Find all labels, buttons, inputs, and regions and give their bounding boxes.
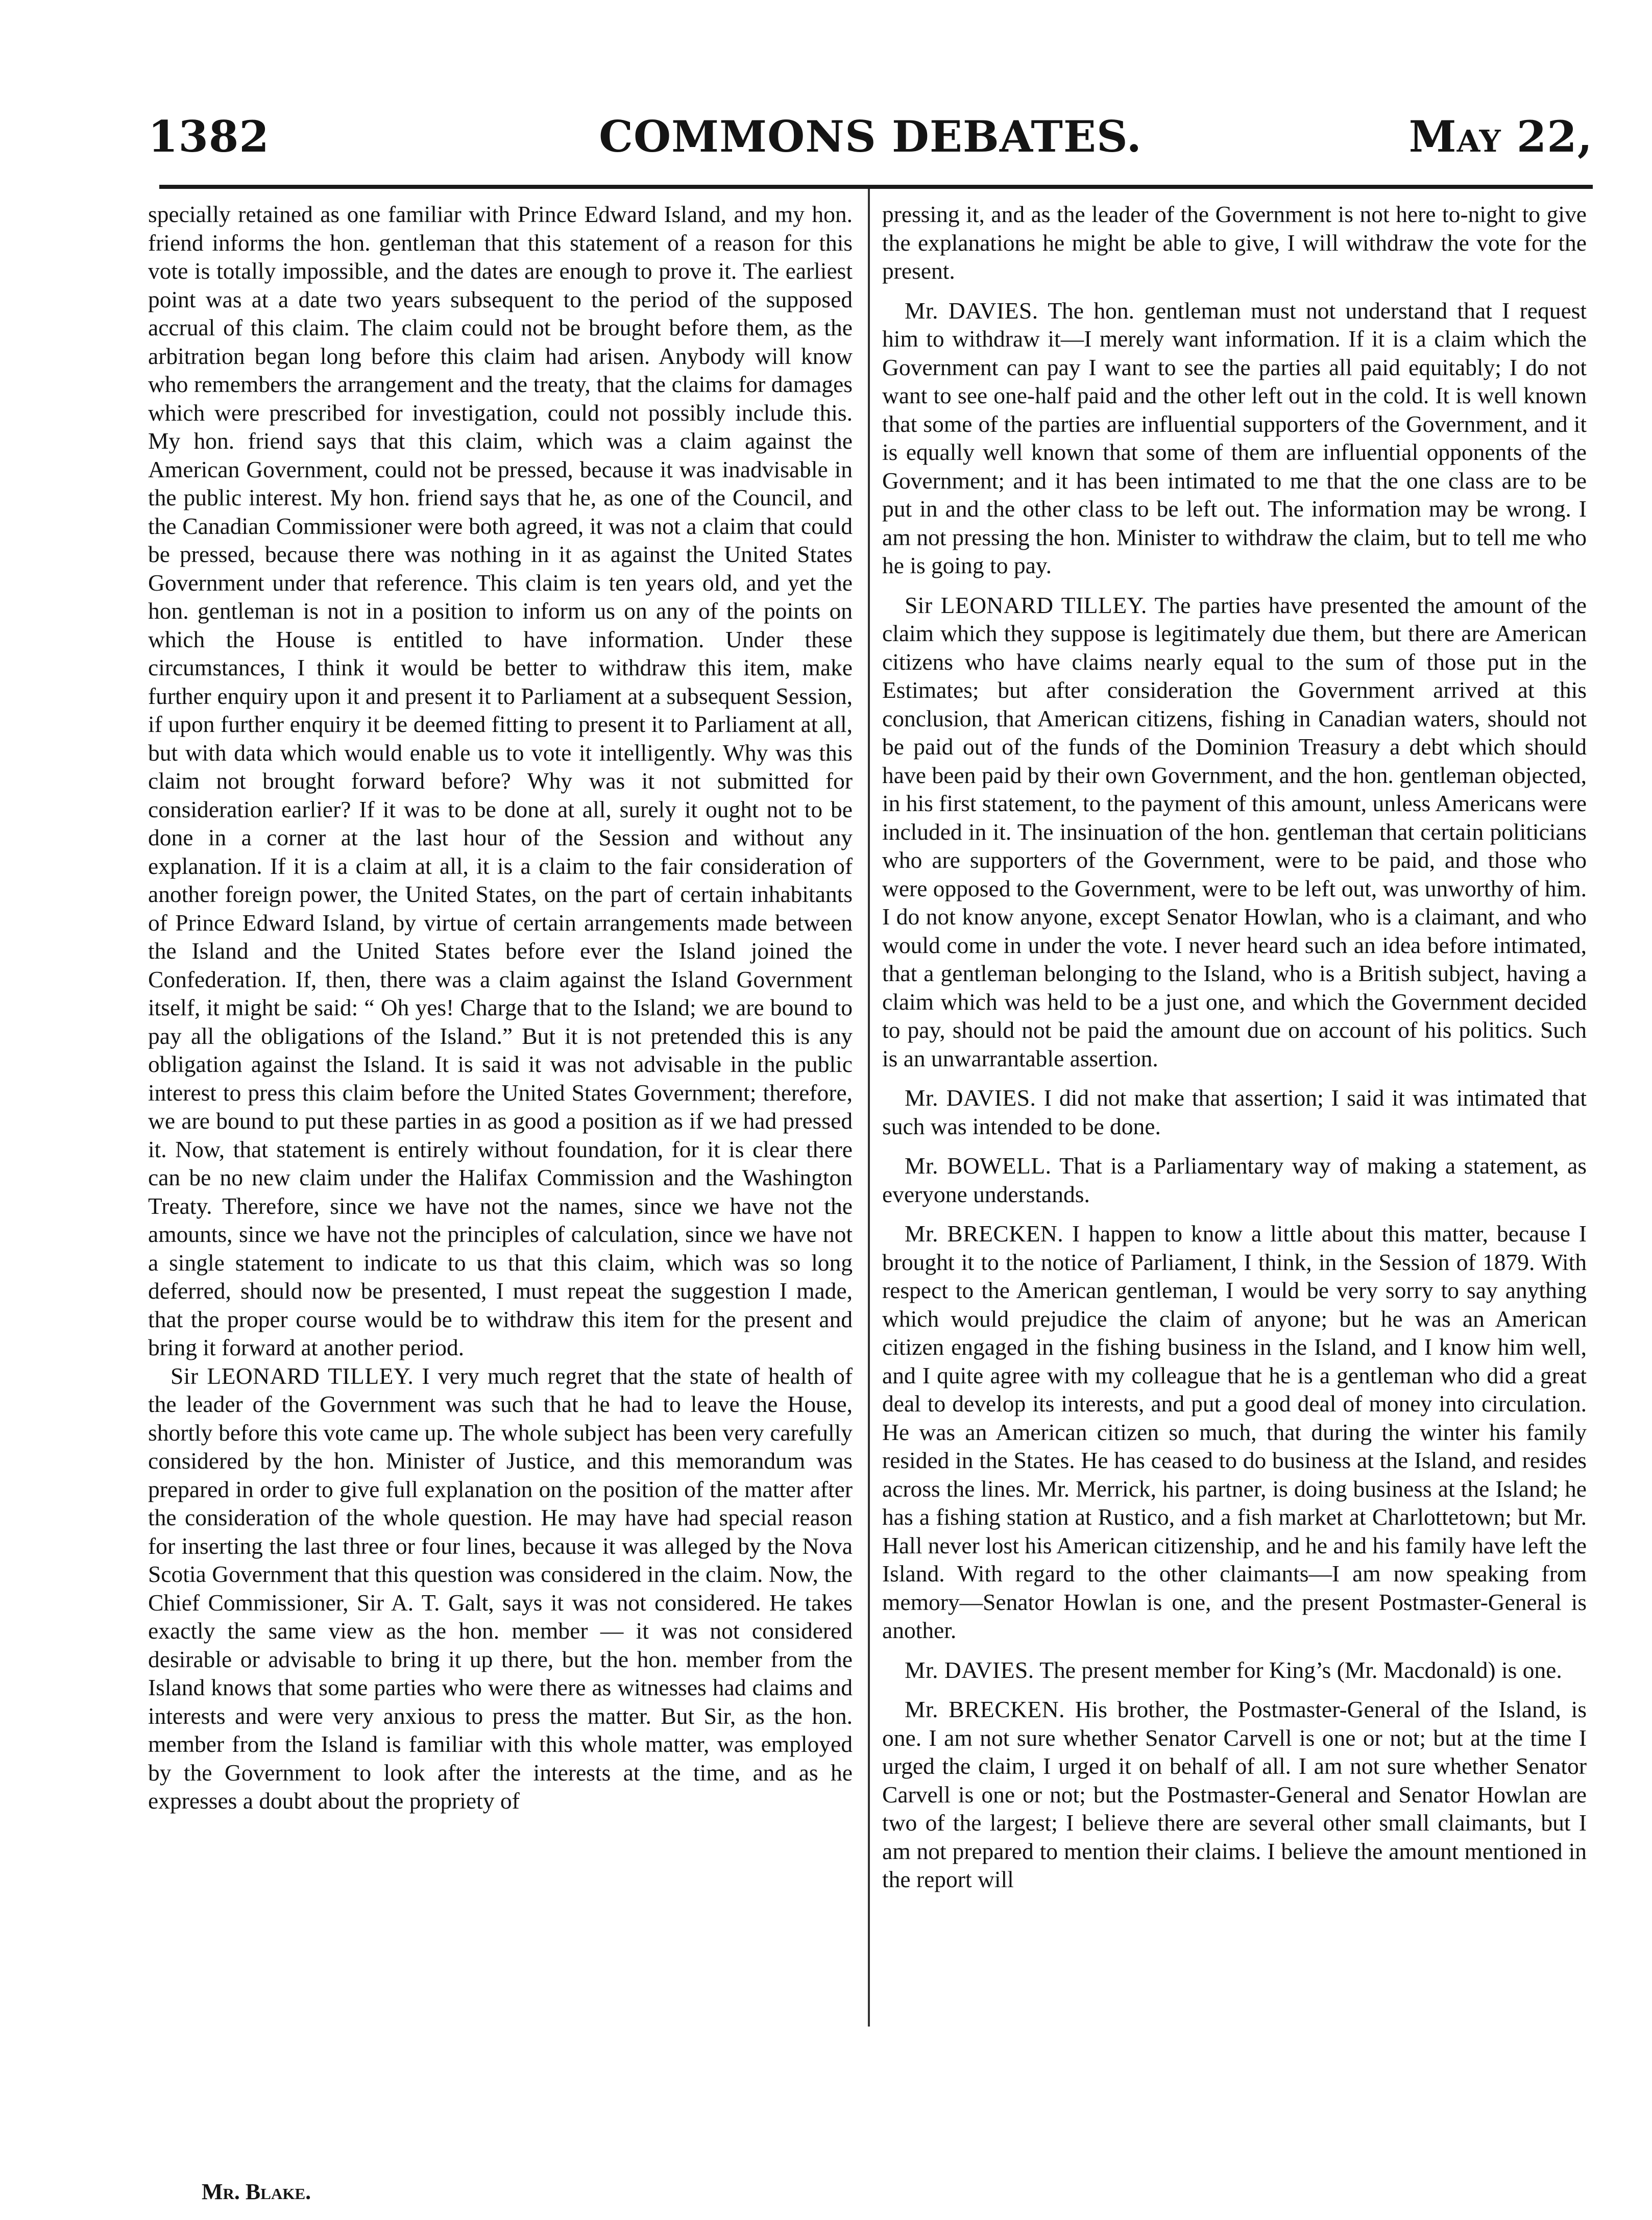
speech-text: I happen to know a little about this matter, because I brought it to the notice of Parliament, I think, in the Session of 1879. With respect to the American gentleman, I would be very sorry to say anything which would prejudice the claim of anyone; but he was an American citizen engaged in the fishing business in the Island, and I know him well, and I quite agree with my colleague that he is a gentleman who did a great deal to develop its interests, and put a good deal of money into circulation. He was an American citizen so much, that during the winter his family resided in the States. He has ceased to do business at the Island, and resides across the lines. Mr. Merrick, his partner, is doing business at the Island; he has a fishing station at Rustico, and a fish market at Charlottetown; but Mr. Hall never lost his American citizenship, and he and his family have left the Island. With regard to the other claimants—I am now speaking from memory—Senator Howlan is one, and the present Postmaster-General is another.: [882, 1221, 1587, 1643]
speech-text: The parties have presented the amount of the claim which they suppose is legitimately due them, but there are American citizens who have claims nearly equal to the sum of those put in the Estimates; but after consideration the Government arrived at this conclusion, that American citizens, fishing in Canadian waters, should not be paid out of the funds of the Dominion Treasury a debt which should have been paid by their own Government, and the hon. gentleman objected, in his first statement, to the payment of this amount, unless Americans were included in it. The insinuation of the hon. gentleman that certain politicians who are supporters of the Government, were to be paid, and those who were opposed to the Government, were to be left out, was unworthy of him. I do not know anyone, except Senator Howlan, who is a claimant, and who would come in under the vote. I never heard such an idea before intimated, that a gentleman belonging to the Island, who is a British subject, having a claim which was held to be a just one, and which the Government decided to pay, should not be paid the amount due on account of his politics. Such is an unwarrantable assertion.: [882, 592, 1587, 1071]
speaker-name: Mr. DAVIES.: [905, 1085, 1036, 1111]
left-paragraph-1: specially retained as one familiar with Prince Edward Island, and my hon. friend informs the hon. gentleman that this statement of a reason for this vote is totally impossible, and the dates are enough to prove it. The earliest point was at a date two years subsequent to the period of the supposed accrual of this claim. The claim could not be brought before them, as the arbitration began long before this claim had arisen. Anybody will know who remembers the arrangement and the treaty, that the claims for damages which were prescribed for investigation, could not possibly include this. My hon. friend says that this claim, which was a claim against the American Government, could not be pressed, because it was inadvisable in the public interest. My hon. friend says that he, as one of the Council, and the Canadian Commissioner were both agreed, it was not a claim that could be pressed, because there was nothing in it as against the United States Government under that reference. This claim is ten years old, and yet the hon. gentleman is not in a position to inform us on any of the points on which the House is entitled to have information. Under these circumstances, I think it would be better to withdraw this item, make further enquiry upon it and present it to Parliament at a subsequent Session, if upon further enquiry it be deemed fitting to present it to Parliament at all, but with data which would enable us to vote it intelligently. Why was this claim not brought forward before? Why was it not submitted for consideration earlier? If it was to be done at all, surely it ought not to be done in a corner at the last hour of the Session and without any explanation. If it is a claim at all, it is a claim to the fair consideration of another foreign power, the United States, on the part of certain inhabitants of Prince Edward Island, by virtue of certain arrangements made between the Island and the United States before ever the Island joined the Confederation. If, then, there was a claim against the Island Government itself, it might be said: “ Oh yes! Charge that to the Island; we are bound to pay all the obligations of the Island.” But it is not pretended this is any obligation against the Island. It is said it was not advisable in the public interest to press this claim before the United States Government; therefore, we are bound to put these parties in as good a position as if we had pressed it. Now, that statement is entirely without foundation, for it is clear there can be no new claim under the Halifax Commission and the Washington Treaty. Therefore, since we have not the names, since we have not the amounts, since we have not the principles of calculation, since we have not a single statement to indicate to us that this claim, which was so long deferred, should now be presented, I must repeat the suggestion I made, that the proper course would be to withdraw this item for the present and bring it forward at another period.: [148, 201, 853, 1360]
left-column: [148, 200, 853, 1815]
page-number: 1382: [148, 111, 270, 162]
header-rule: [159, 185, 1593, 189]
speaker-name: Mr. BRECKEN.: [905, 1696, 1065, 1722]
right-paragraph-7: [882, 1656, 1587, 1685]
right-paragraph-4: [882, 1084, 1587, 1140]
speech-text: I did not make that assertion; I said it was intimated that such was intended to be done.: [882, 1085, 1587, 1139]
left-paragraph-2: [148, 1362, 853, 1815]
speaker-name: Sir LEONARD TILLEY.: [171, 1362, 414, 1389]
right-paragraph-1: pressing it, and as the leader of the Government is not here to-night to give the explanations he might be able to give, I will withdraw the vote for the present.: [882, 201, 1587, 284]
speech-text: The hon. gentleman must not understand that I request him to withdraw it—I merely want information. If it is a claim which the Government can pay I want to see the parties all paid equitably; I do not want to see one-half paid and the other left out in the cold. It is well known that some of the parties are influential supporters of the Government, and it is equally well known that some of them are influential opponents of the Government; and it has been intimated to me that the one class are to be put in and the other class to be left out. The information may be wrong. I am not pressing the hon. Minister to withdraw the claim, but to tell me who he is going to pay.: [882, 297, 1587, 578]
right-paragraph-6: [882, 1219, 1587, 1645]
speech-text: The present member for King’s (Mr. Macdonald) is one.: [1039, 1656, 1562, 1683]
speaker-name: Mr. DAVIES.: [905, 297, 1038, 324]
page-header: [148, 111, 1593, 167]
footer-signature: Mr. Blake.: [202, 2179, 311, 2204]
speech-text: His brother, the Postmaster-General of the Island, is one. I am not sure whether Senator Carvell is one or not; but at the time I urged the claim, I urged it on behalf of all. I am not sure whether Senator Carvell is one or not; but the Postmaster-General and Senator Howlan are two of the largest; I believe there are several other small claimants, but I am not prepared to mention their claims. I believe the amount mentioned in the report will: [882, 1696, 1587, 1892]
column-divider: [868, 189, 870, 2027]
speaker-name: Mr. BOWELL.: [905, 1153, 1052, 1179]
right-paragraph-2: [882, 297, 1587, 580]
right-paragraph-3: [882, 591, 1587, 1073]
right-column: [882, 200, 1587, 1905]
speaker-name: Sir LEONARD TILLEY.: [905, 592, 1147, 618]
speech-text: I very much regret that the state of health of the leader of the Government was such that he had to leave the House, shortly before this vote came up. The whole subject has been very carefully considered by the hon. Minister of Justice, and this memorandum was prepared in order to give full explanation on the position of the matter after the consideration of the whole question. He may have had special reason for inserting the last three or four lines, because it was alleged by the Nova Scotia Government that this question was considered in the claim. Now, the Chief Commissioner, Sir A. T. Galt, says it was not considered. He takes exactly the same view as the hon. member — it was not considered desirable or advisable to bring it up there, but the hon. member from the Island knows that some parties who were there as witnesses had claims and interests and were very anxious to press the matter. But Sir, as the hon. member from the Island is familiar with this whole matter, was employed by the Government to look after the interests at the time, and as he expresses a doubt about the propriety of: [148, 1362, 853, 1814]
publication-title: COMMONS DEBATES.: [599, 111, 1142, 162]
page-date: May 22,: [1408, 111, 1593, 162]
speech-text: That is a Parliamentary way of making a statement, as everyone understands.: [882, 1153, 1587, 1207]
speaker-name: Mr. BRECKEN.: [905, 1221, 1064, 1247]
speaker-name: Mr. DAVIES.: [905, 1656, 1034, 1683]
right-paragraph-5: [882, 1152, 1587, 1208]
right-paragraph-8: [882, 1695, 1587, 1894]
